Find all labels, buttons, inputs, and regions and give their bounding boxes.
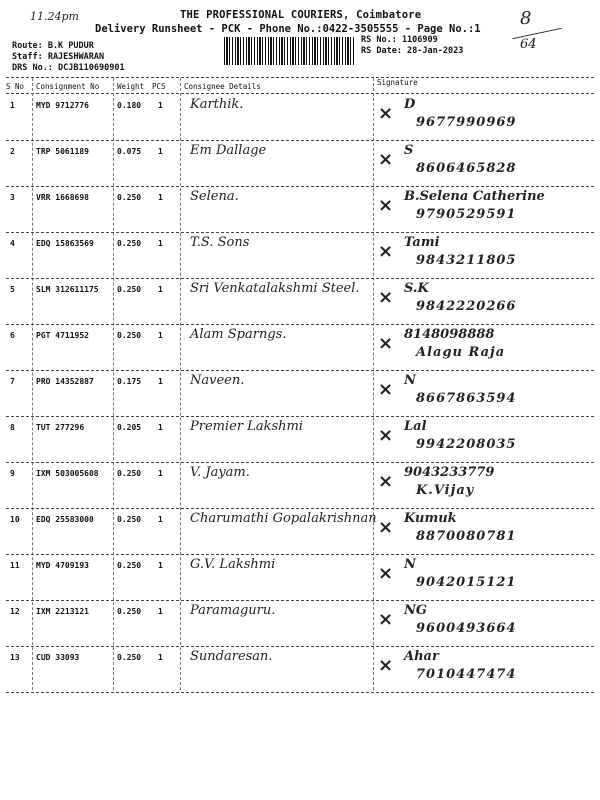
- cross-mark: ×: [378, 195, 394, 216]
- row-consignee: Sri Venkatalakshmi Steel.: [190, 281, 360, 296]
- row-signature: [378, 141, 593, 185]
- cross-mark: ×: [378, 287, 394, 308]
- row-signature: [378, 371, 593, 415]
- row-pcs: 1: [158, 101, 163, 110]
- row-pcs: 1: [158, 653, 163, 662]
- row-consignment-no: TRP 5061189: [36, 147, 89, 156]
- row-signature: [378, 463, 593, 507]
- signature-scribble: D: [404, 97, 416, 112]
- table-row: [0, 647, 600, 693]
- cross-mark: ×: [378, 379, 394, 400]
- table-row: [0, 371, 600, 417]
- row-consignment-no: PGT 4711952: [36, 331, 89, 340]
- row-consignment-no: IXM 503005608: [36, 469, 99, 478]
- row-pcs: 1: [158, 147, 163, 156]
- row-signature: [378, 95, 593, 139]
- row-sno: 11: [10, 561, 20, 570]
- row-sno: 5: [10, 285, 15, 294]
- handwritten-time: 11.24pm: [30, 10, 79, 23]
- row-weight: 0.250: [117, 515, 142, 524]
- row-consignment-no: MYD 9712776: [36, 101, 89, 110]
- row-sno: 8: [10, 423, 15, 432]
- table-top-line: [6, 77, 594, 78]
- signature-phone: 9942208035: [416, 437, 517, 452]
- row-weight: 0.250: [117, 285, 142, 294]
- row-pcs: 1: [158, 561, 163, 570]
- table-row: [0, 141, 600, 187]
- row-signature: [378, 233, 593, 277]
- cross-mark: ×: [378, 241, 394, 262]
- table-row: [0, 601, 600, 647]
- table-row: [0, 509, 600, 555]
- row-consignee: Charumathi Gopalakrishnan: [190, 511, 377, 526]
- col-header-consignment: Consignment No: [36, 82, 100, 91]
- table-row: [0, 233, 600, 279]
- row-pcs: 1: [158, 285, 163, 294]
- signature-scribble: 8148098888: [404, 327, 495, 342]
- row-pcs: 1: [158, 193, 163, 202]
- signature-phone: 7010447474: [416, 667, 517, 682]
- row-sno: 3: [10, 193, 15, 202]
- table-row: [0, 279, 600, 325]
- row-consignee: Paramaguru.: [190, 603, 276, 618]
- row-signature: [378, 325, 593, 369]
- signature-scribble: Tami: [404, 235, 440, 250]
- signature-scribble: N: [404, 373, 416, 388]
- cross-mark: ×: [378, 333, 394, 354]
- row-consignee: Sundaresan.: [190, 649, 273, 664]
- signature-phone: K.Vijay: [416, 483, 475, 498]
- rs-number: RS No.: 1106909: [361, 35, 438, 45]
- table-row: [0, 463, 600, 509]
- row-sno: 4: [10, 239, 15, 248]
- row-weight: 0.250: [117, 331, 142, 340]
- signature-scribble: Kumuk: [404, 511, 457, 526]
- signature-phone: 8667863594: [416, 391, 517, 406]
- signature-scribble: 9043233779: [404, 465, 495, 480]
- row-consignment-no: EDQ 15863569: [36, 239, 94, 248]
- row-sno: 10: [10, 515, 20, 524]
- signature-scribble: Lal: [404, 419, 427, 434]
- row-consignment-no: PRO 14352887: [36, 377, 94, 386]
- row-sno: 6: [10, 331, 15, 340]
- signature-phone: 9042015121: [416, 575, 517, 590]
- cross-mark: ×: [378, 655, 394, 676]
- barcode: [224, 37, 356, 65]
- document-title: THE PROFESSIONAL COURIERS, Coimbatore: [180, 9, 422, 21]
- row-consignment-no: SLM 312611175: [36, 285, 99, 294]
- row-consignment-no: IXM 2213121: [36, 607, 89, 616]
- row-consignee: Alam Sparngs.: [190, 327, 287, 342]
- staff-label: Staff: RAJESHWARAN: [12, 52, 105, 62]
- handwritten-page-number: 8: [520, 8, 532, 29]
- signature-scribble: S: [404, 143, 414, 158]
- row-consignment-no: MYD 4709193: [36, 561, 89, 570]
- signature-scribble: S.K: [404, 281, 429, 296]
- col-header-signature: Signature: [377, 78, 418, 87]
- row-sno: 2: [10, 147, 15, 156]
- row-pcs: 1: [158, 377, 163, 386]
- table-row: [0, 95, 600, 141]
- table-row: [0, 417, 600, 463]
- row-weight: 0.250: [117, 469, 142, 478]
- row-weight: 0.180: [117, 101, 142, 110]
- row-pcs: 1: [158, 331, 163, 340]
- row-sno: 7: [10, 377, 15, 386]
- row-consignee: G.V. Lakshmi: [190, 557, 276, 572]
- cross-mark: ×: [378, 103, 394, 124]
- signature-phone: 9677990969: [416, 115, 517, 130]
- cross-mark: ×: [378, 563, 394, 584]
- col-header-pcs: PCS: [152, 82, 166, 91]
- row-consignee: Selena.: [190, 189, 239, 204]
- row-weight: 0.250: [117, 561, 142, 570]
- row-signature: [378, 601, 593, 645]
- signature-phone: 9842220266: [416, 299, 517, 314]
- row-sno: 12: [10, 607, 20, 616]
- row-consignment-no: EDQ 25583000: [36, 515, 94, 524]
- signature-phone: 9790529591: [416, 207, 517, 222]
- row-consignee: Premier Lakshmi: [190, 419, 303, 434]
- row-pcs: 1: [158, 515, 163, 524]
- row-signature: [378, 509, 593, 553]
- row-sno: 9: [10, 469, 15, 478]
- table-header-line: [6, 93, 594, 94]
- row-pcs: 1: [158, 607, 163, 616]
- cross-mark: ×: [378, 609, 394, 630]
- row-divider: [6, 692, 594, 693]
- cross-mark: ×: [378, 471, 394, 492]
- signature-scribble: Ahar: [404, 649, 439, 664]
- col-header-consignee: Consignee Details: [184, 82, 261, 91]
- drs-number: DRS No.: DCJB110690901: [12, 63, 125, 73]
- row-weight: 0.250: [117, 653, 142, 662]
- handwritten-page-total: 64: [520, 37, 537, 52]
- row-weight: 0.075: [117, 147, 142, 156]
- row-sno: 1: [10, 101, 15, 110]
- signature-scribble: B.Selena Catherine: [404, 189, 545, 204]
- row-consignment-no: CUD 33093: [36, 653, 80, 662]
- row-consignment-no: VRR 1668698: [36, 193, 89, 202]
- row-sno: 13: [10, 653, 20, 662]
- row-consignment-no: TUT 277296: [36, 423, 85, 432]
- row-consignee: T.S. Sons: [190, 235, 250, 250]
- col-header-sno: S No: [6, 82, 25, 91]
- row-signature: [378, 417, 593, 461]
- document-subtitle: Delivery Runsheet - PCK - Phone No.:0422-3505555 - Page No.:1: [95, 23, 481, 35]
- row-signature: [378, 187, 593, 231]
- col-header-weight: Weight: [117, 82, 145, 91]
- row-pcs: 1: [158, 239, 163, 248]
- row-consignee: Karthik.: [190, 97, 244, 112]
- row-weight: 0.250: [117, 193, 142, 202]
- cross-mark: ×: [378, 425, 394, 446]
- row-signature: [378, 279, 593, 323]
- row-weight: 0.250: [117, 239, 142, 248]
- row-consignee: Naveen.: [190, 373, 245, 388]
- row-weight: 0.250: [117, 607, 142, 616]
- signature-phone: 9843211805: [416, 253, 517, 268]
- row-pcs: 1: [158, 423, 163, 432]
- signature-scribble: N: [404, 557, 416, 572]
- rs-date: RS Date: 28-Jan-2023: [361, 46, 464, 56]
- signature-phone: 8606465828: [416, 161, 517, 176]
- table-row: [0, 555, 600, 601]
- signature-phone: 8870080781: [416, 529, 517, 544]
- row-weight: 0.175: [117, 377, 142, 386]
- signature-scribble: NG: [404, 603, 427, 618]
- route-label: Route: B.K PUDUR: [12, 41, 94, 51]
- row-consignee: Em Dallage: [190, 143, 267, 158]
- table-row: [0, 325, 600, 371]
- row-consignee: V. Jayam.: [190, 465, 250, 480]
- row-signature: [378, 555, 593, 599]
- row-signature: [378, 647, 593, 691]
- table-row: [0, 187, 600, 233]
- cross-mark: ×: [378, 149, 394, 170]
- row-pcs: 1: [158, 469, 163, 478]
- cross-mark: ×: [378, 517, 394, 538]
- row-weight: 0.205: [117, 423, 142, 432]
- signature-phone: 9600493664: [416, 621, 517, 636]
- signature-phone: Alagu Raja: [416, 345, 506, 360]
